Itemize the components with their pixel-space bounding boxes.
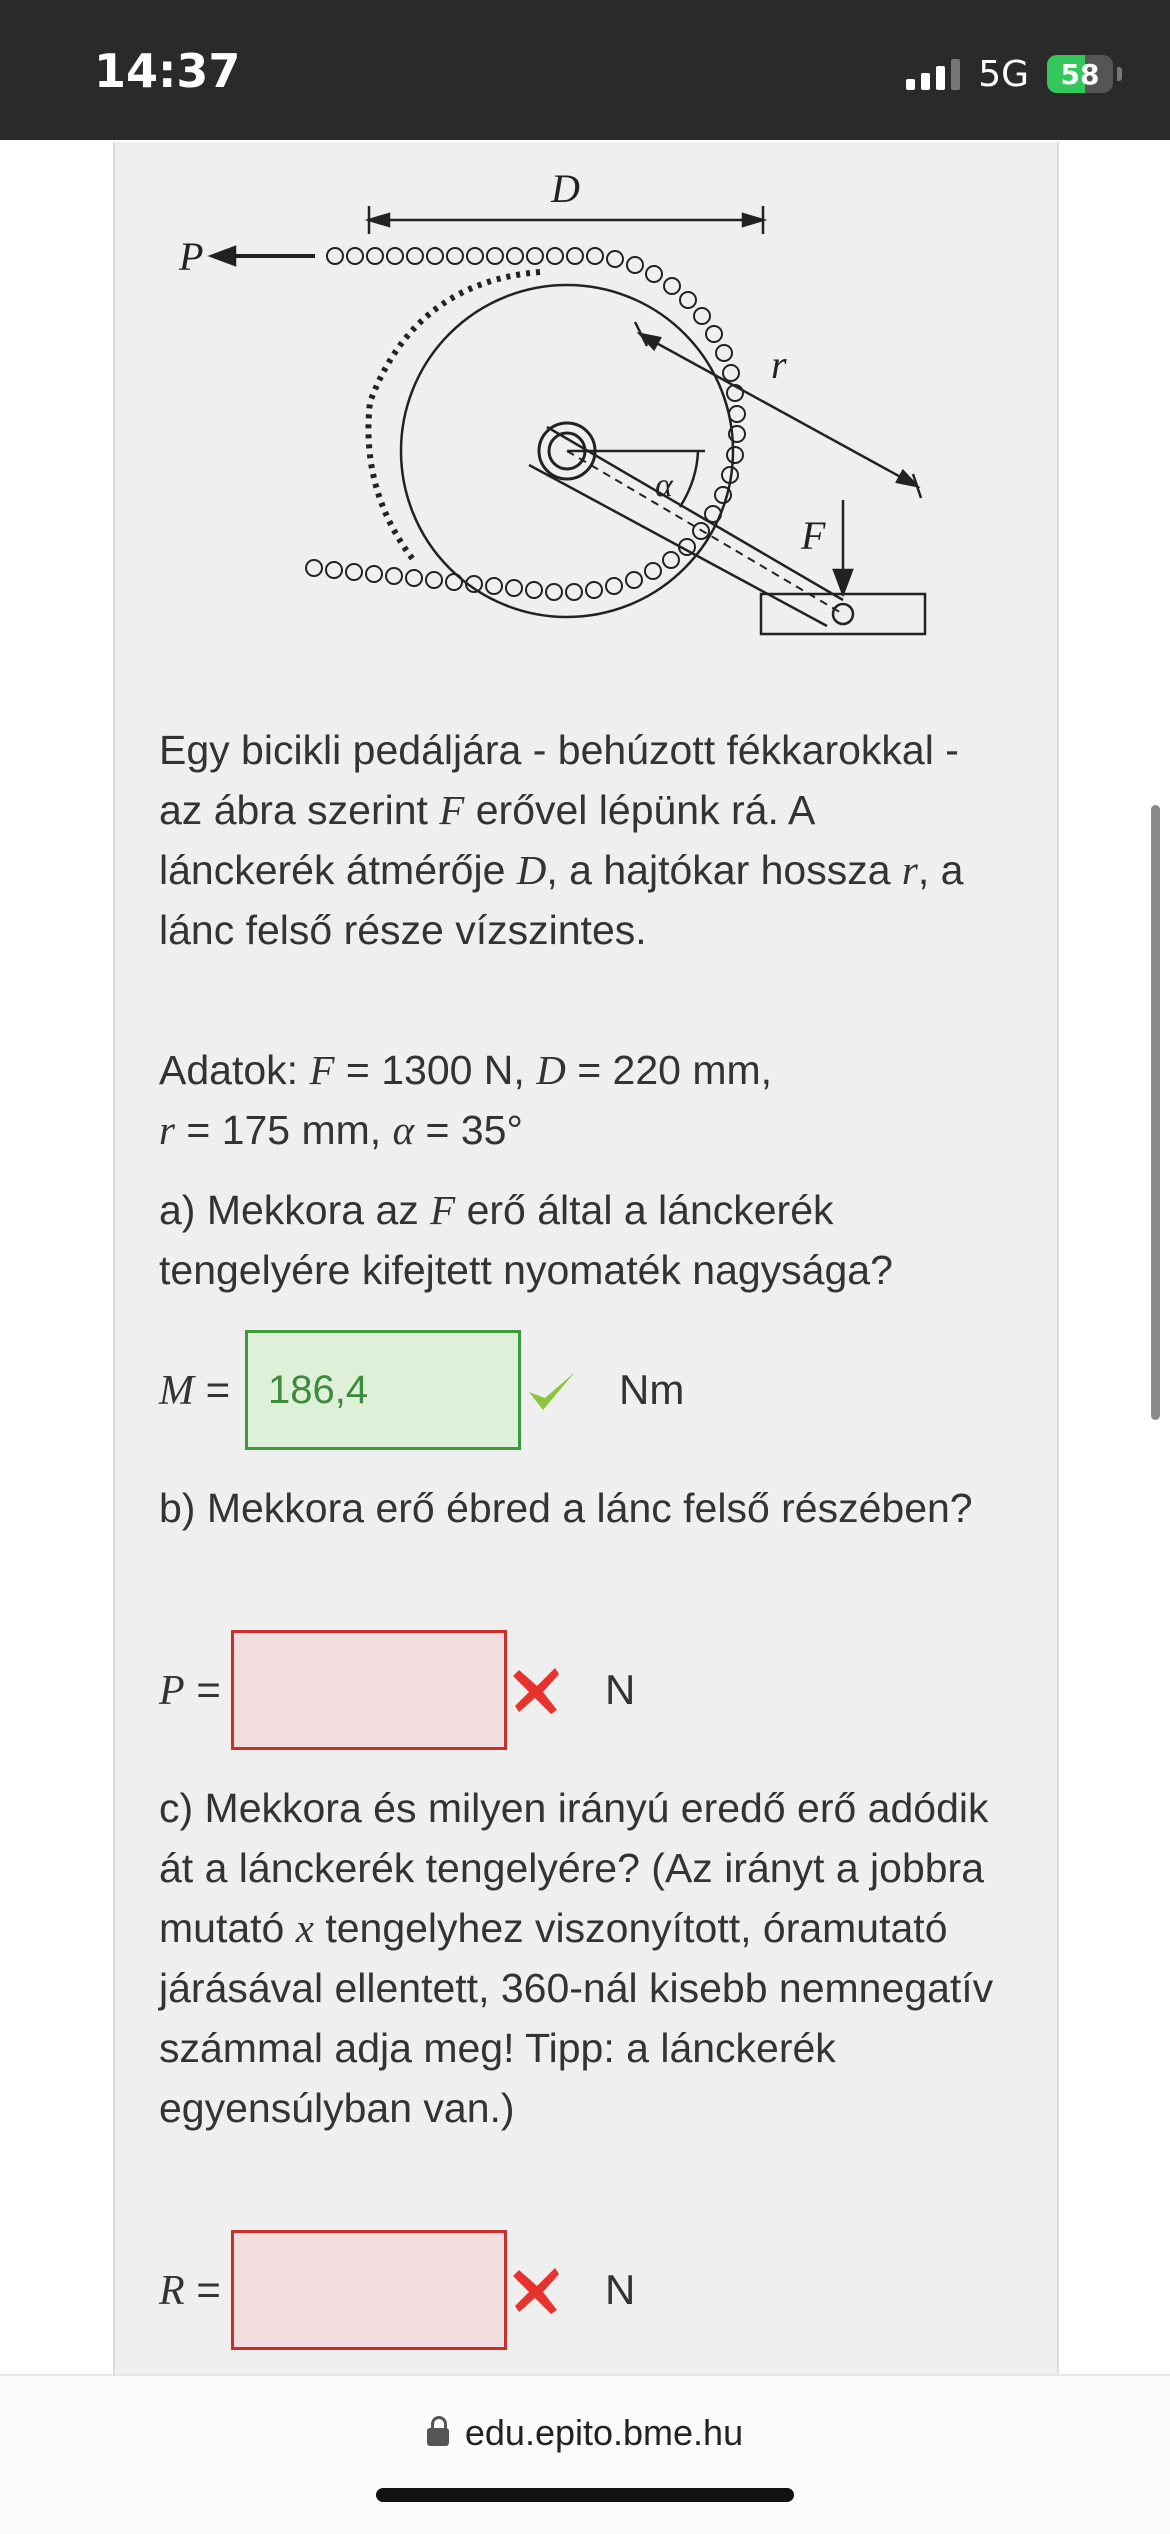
home-indicator[interactable]: [376, 2488, 794, 2502]
answer-a-input[interactable]: 186,4: [245, 1330, 521, 1450]
status-bar: [0, 0, 1170, 140]
question-c-answer-row: [159, 2228, 635, 2352]
question-card: [113, 142, 1059, 2474]
status-icons: [906, 52, 1122, 96]
network-type: 5G: [978, 53, 1029, 95]
label-P: P: [179, 234, 204, 279]
answer-a-unit: Nm: [619, 1366, 685, 1413]
battery-level: 58: [1060, 57, 1100, 91]
scrollbar[interactable]: [1151, 805, 1160, 1420]
answer-b-input[interactable]: [231, 1630, 507, 1750]
label-alpha: α: [655, 467, 673, 504]
question-a-text: a) Mekkora az F erő által a lánckerék tengelyére kifejtett nyomaték nagysága?: [159, 1187, 893, 1293]
answer-b-unit: N: [605, 1666, 636, 1713]
answer-a-label: M =: [159, 1365, 231, 1414]
cellular-signal-icon: [906, 58, 960, 90]
incorrect-cross-icon: [507, 1660, 567, 1720]
bicycle-crank-diagram: [115, 162, 1057, 702]
battery-cap: [1117, 67, 1122, 81]
incorrect-cross-icon: [507, 2260, 567, 2320]
answer-c-unit: N: [605, 2266, 636, 2313]
url-text: edu.epito.bme.hu: [464, 2412, 744, 2453]
question-b-answer-row: [159, 1628, 635, 1752]
question-a-answer-row: [159, 1328, 684, 1452]
question-b-text: b) Mekkora erő ébred a lánc felső részében?: [159, 1485, 973, 1531]
question-c-text: c) Mekkora és milyen irányú eredő erő adódik át a lánckerék tengelyére? (Az irányt a jobbra mutató x tengelyhez viszonyított, óramutató járásával ellentett, 360-nál kisebb nemnegatív számmal adja meg! Tipp: a lánckerék egyensúlyban van.): [159, 1785, 994, 2131]
status-time: 14:37: [94, 44, 241, 98]
browser-url-bar[interactable]: [0, 2374, 1170, 2534]
correct-checkmark-icon: [521, 1360, 581, 1420]
answer-c-label: R =: [159, 2265, 221, 2314]
url-display[interactable]: [0, 2412, 1170, 2454]
label-F: F: [801, 513, 826, 558]
label-D: D: [551, 166, 580, 211]
problem-statement: Egy bicikli pedáljára - behúzott fékkarokkal - az ábra szerint F erővel lépünk rá. A lánckerék átmérője D, a hajtókar hossza r, a lánc felső része vízszintes.: [159, 727, 964, 953]
label-r: r: [771, 342, 787, 387]
answer-c-input[interactable]: [231, 2230, 507, 2350]
lock-icon: [427, 2428, 449, 2446]
battery-icon: [1047, 55, 1113, 93]
answer-b-label: P =: [159, 1665, 221, 1714]
problem-data: Adatok: F = 1300 N, D = 220 mm, r = 175 mm, α = 35°: [159, 1047, 773, 1153]
